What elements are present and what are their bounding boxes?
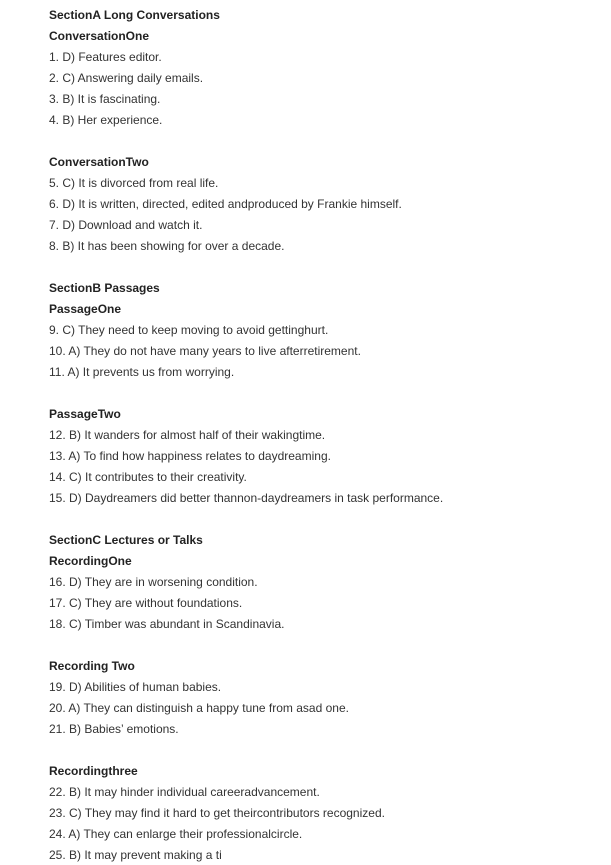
answer-item: 1. D) Features editor. [49,50,162,64]
answer-item: 3. B) It is fascinating. [49,92,161,106]
answer-item: 20. A) They can distinguish a happy tune from asad one. [49,701,349,715]
group-title: ConversationOne [49,29,150,43]
answer-item: 8. B) It has been showing for over a decade. [49,239,285,253]
answer-item: 4. B) Her experience. [49,113,163,127]
answer-item: 15. D) Daydreamers did better thannon-daydreamers in task performance. [49,491,444,505]
answer-item: 10. A) They do not have many years to live afterretirement. [49,344,361,358]
answer-item: 6. D) It is written, directed, edited andproduced by Frankie himself. [49,197,402,211]
answer-item: 11. A) It prevents us from worrying. [49,365,235,379]
answer-item: 13. A) To find how happiness relates to daydreaming. [49,449,331,463]
answer-item: 22. B) It may hinder individual careeradvancement. [49,785,320,799]
blank-line [0,257,611,278]
blank-line [0,509,611,530]
blank-line [0,383,611,404]
blank-line [0,131,611,152]
group-title: ConversationTwo [49,155,149,169]
answer-item: 17. C) They are without foundations. [49,596,243,610]
answer-item: 14. C) It contributes to their creativity. [49,470,247,484]
group-title: Recording Two [49,659,135,673]
group-title: PassageTwo [49,407,121,421]
section-heading: SectionB Passages [49,281,160,295]
group-title: Recordingthree [49,764,138,778]
answer-item: 19. D) Abilities of human babies. [49,680,222,694]
answer-item: 24. A) They can enlarge their professionalcircle. [49,827,303,841]
blank-line [0,635,611,656]
answer-item: 25. B) It may prevent making a ti [49,848,222,862]
answer-item: 21. B) Babies’ emotions. [49,722,179,736]
answer-item: 5. C) It is divorced from real life. [49,176,219,190]
answer-item: 7. D) Download and watch it. [49,218,203,232]
answer-item: 18. C) Timber was abundant in Scandinavia. [49,617,285,631]
section-heading: SectionC Lectures or Talks [49,533,203,547]
group-title: PassageOne [49,302,122,316]
answer-item: 2. C) Answering daily emails. [49,71,204,85]
answer-item: 23. C) They may find it hard to get theircontributors recognized. [49,806,385,820]
blank-line [0,740,611,761]
answer-item: 16. D) They are in worsening condition. [49,575,258,589]
section-heading: SectionA Long Conversations [49,8,220,22]
answer-item: 9. C) They need to keep moving to avoid gettinghurt. [49,323,329,337]
answer-item: 12. B) It wanders for almost half of their wakingtime. [49,428,326,442]
group-title: RecordingOne [49,554,132,568]
